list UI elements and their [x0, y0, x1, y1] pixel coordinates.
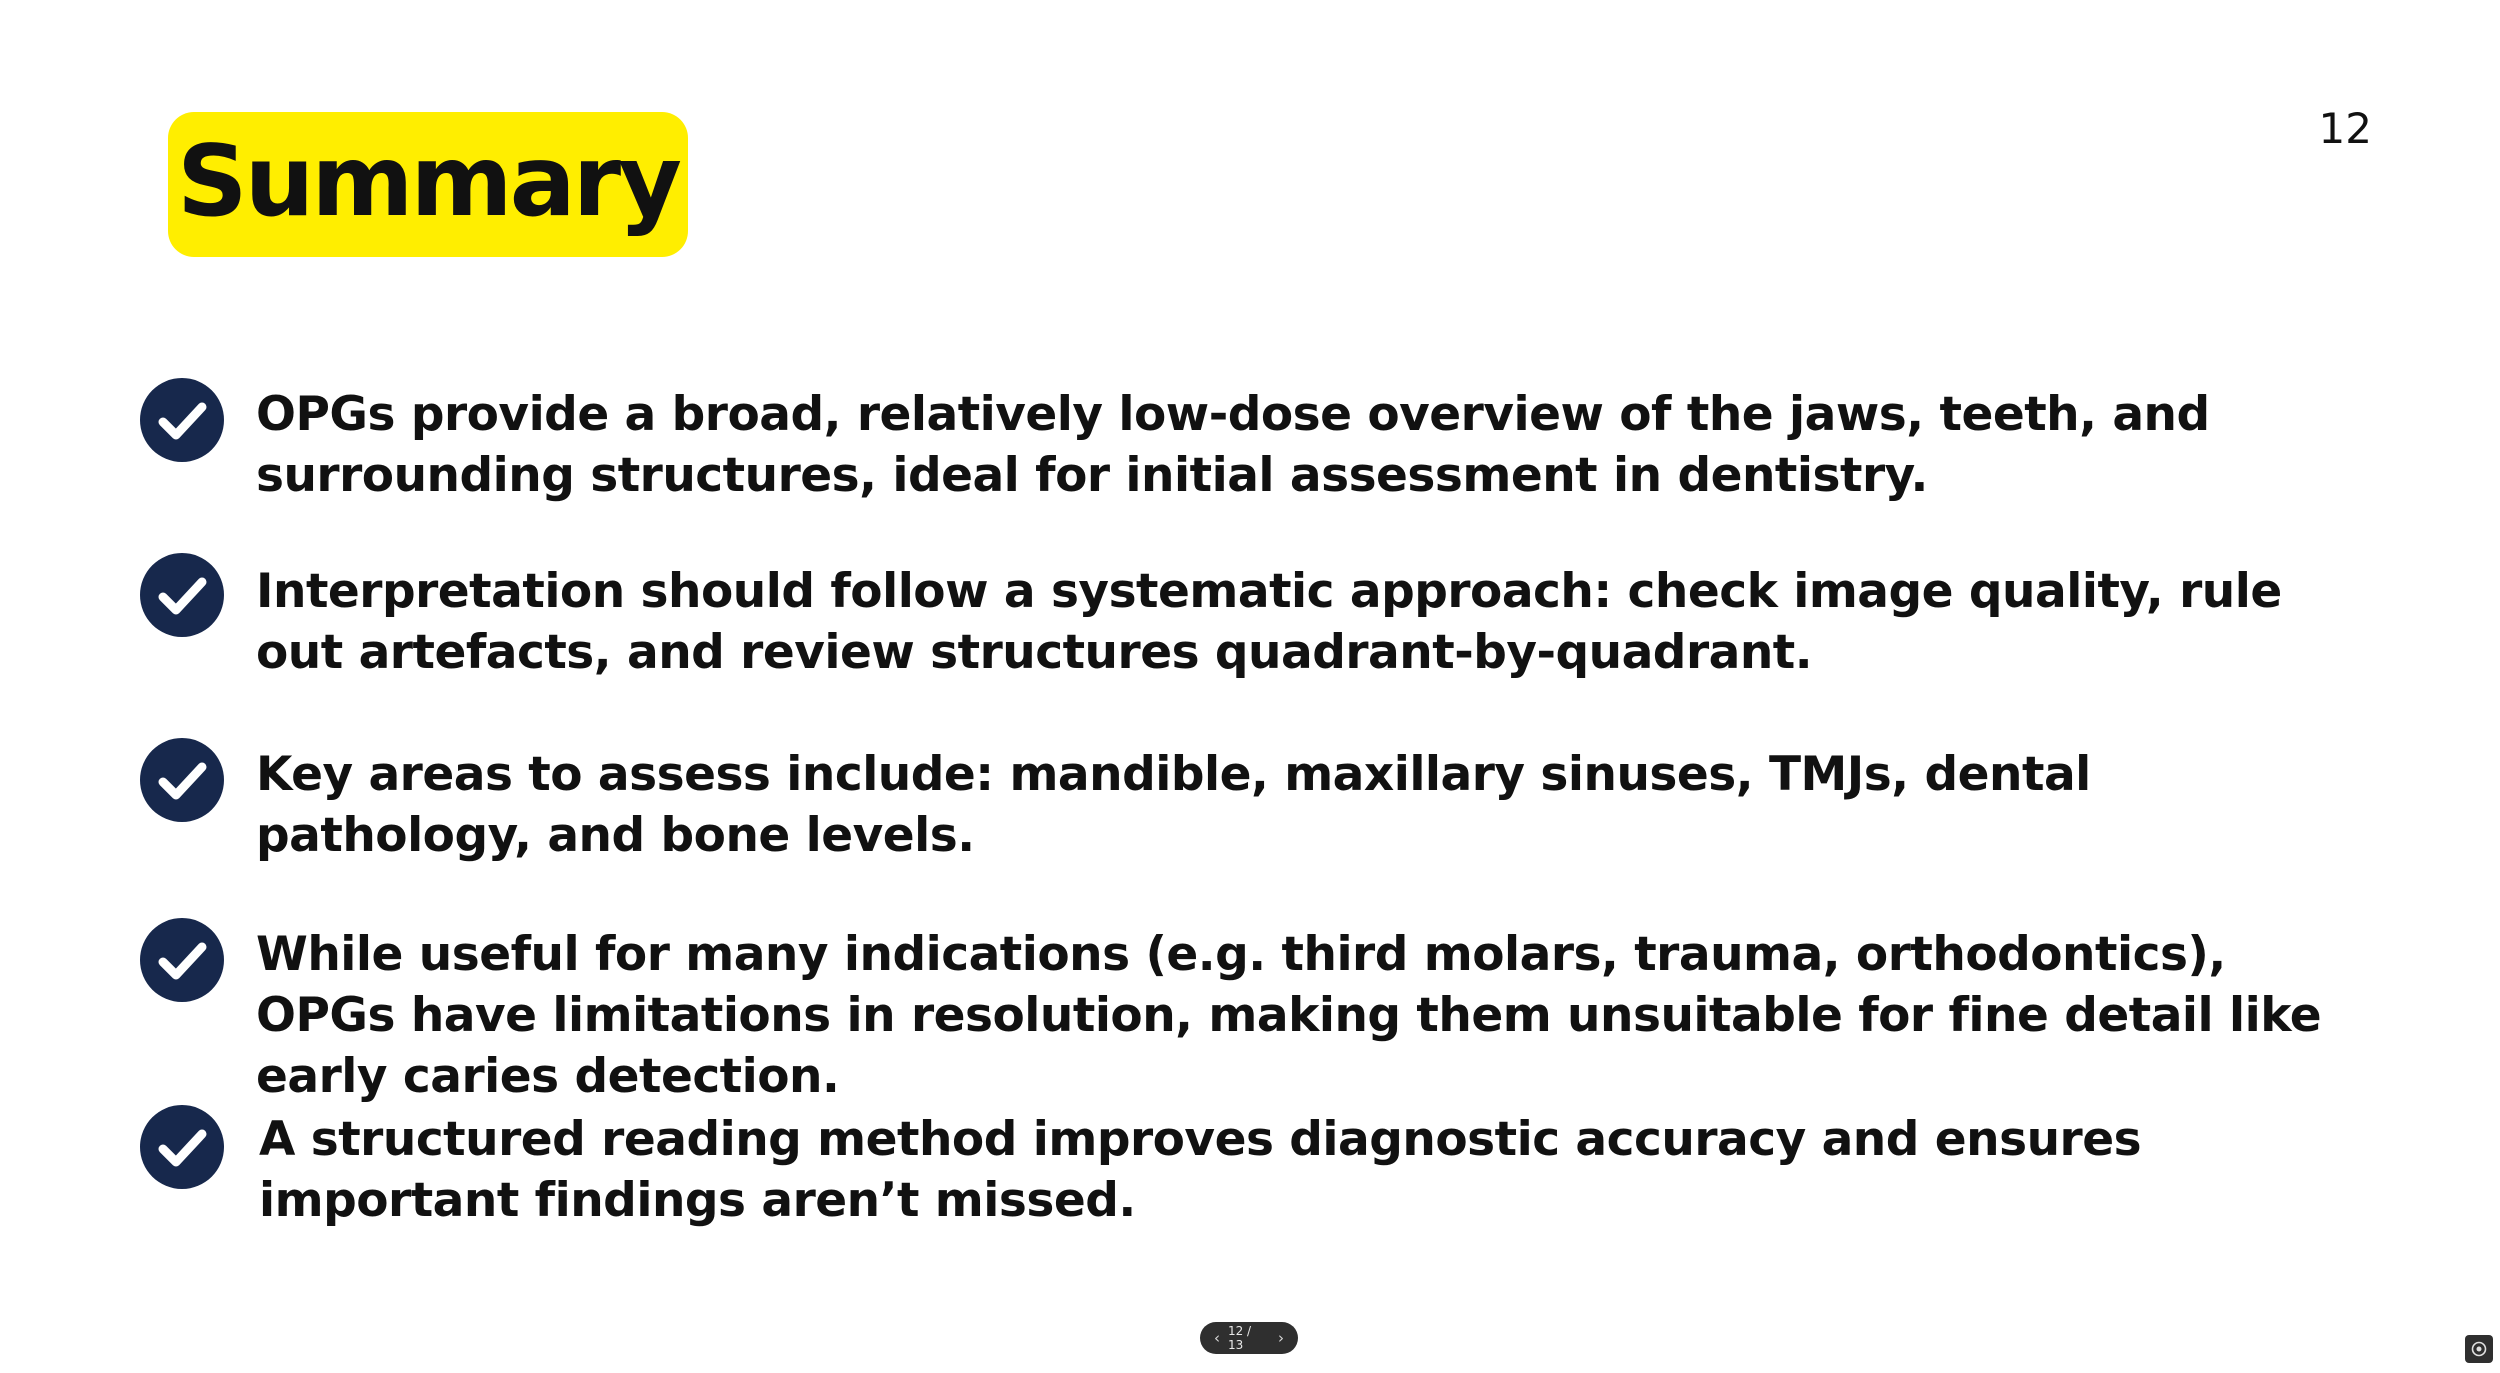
bullet-text: Key areas to assess include: mandible, maxillary sinuses, TMJs, dental pathology, and bone levels.	[256, 747, 2091, 863]
check-circle-icon	[140, 918, 224, 1002]
target-icon	[2470, 1340, 2488, 1358]
check-circle-icon	[140, 553, 224, 637]
title-highlight	[168, 112, 688, 257]
slide-navigator	[1200, 1322, 1298, 1354]
bullet-text: While useful for many indications (e.g. third molars, trauma, orthodontics), OPGs have limitations in resolution, making them unsuitable for fine detail like early caries detection.	[256, 927, 2322, 1104]
page-number: 12	[2318, 104, 2372, 153]
check-circle-icon	[140, 378, 224, 462]
slide-counter: 12 / 13	[1227, 1324, 1252, 1352]
bullet-text: A structured reading method improves diagnostic accuracy and ensures important findings aren’t missed.	[259, 1112, 2142, 1228]
chevron-right-icon[interactable]: ›	[1278, 1329, 1285, 1347]
check-circle-icon	[140, 738, 224, 822]
bullet-text: Interpretation should follow a systematic approach: check image quality, rule out artefacts, and review structures quadrant-by-quadrant.	[256, 564, 2282, 680]
chevron-left-icon[interactable]: ‹	[1213, 1329, 1220, 1347]
present-mode-button[interactable]	[2465, 1335, 2493, 1363]
check-circle-icon	[140, 1105, 224, 1189]
slide-title: Summary	[177, 124, 679, 239]
bullet-text: OPGs provide a broad, relatively low-dose overview of the jaws, teeth, and surrounding structures, ideal for initial assessment in dentistry.	[256, 387, 2210, 503]
